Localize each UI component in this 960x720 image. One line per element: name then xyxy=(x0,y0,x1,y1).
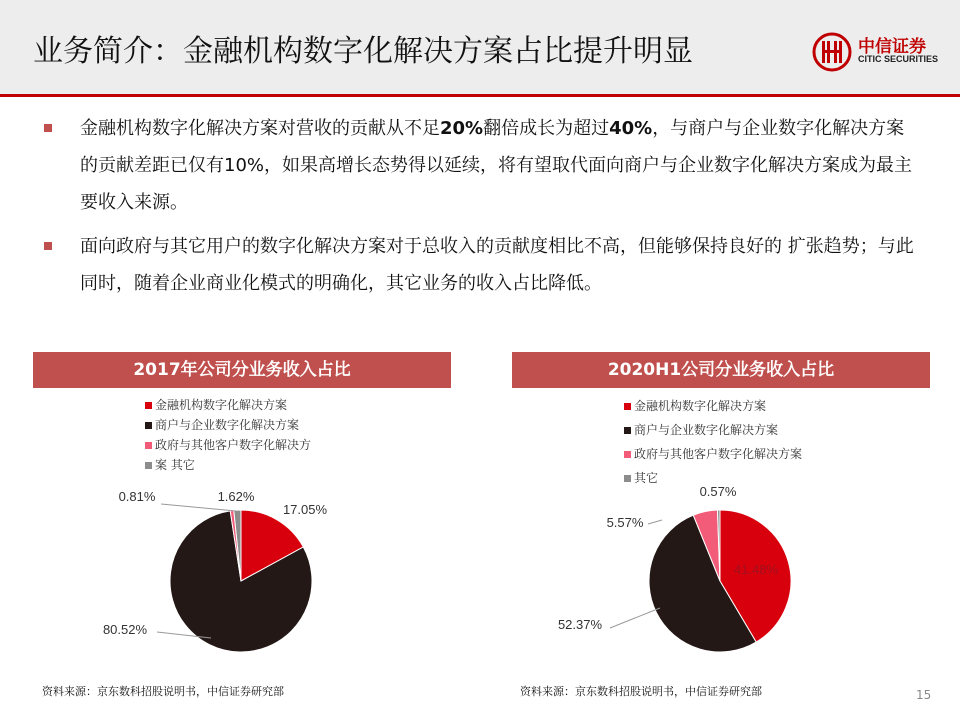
legend-label: 金融机构数字化解决方案 xyxy=(155,398,288,412)
legend-label: 案 其它 xyxy=(155,458,195,472)
pie-chart-2020h1 xyxy=(512,352,930,672)
data-label: 0.57% xyxy=(699,484,737,499)
bullet-1-text-a: 金融机构数字化解决方案对营收的贡献从不足 xyxy=(80,118,440,139)
logo-name: 中信证券 xyxy=(858,37,926,57)
bullet-1-text-b: 翻倍成长为超过 xyxy=(483,118,610,139)
data-label: 41.48% xyxy=(733,562,779,577)
bullet-marker xyxy=(44,124,52,132)
legend-label: 商户与企业数字化解决方案 xyxy=(155,418,300,432)
bullet-1-bold-b: 40% xyxy=(609,118,653,139)
bullet-list xyxy=(40,110,920,309)
bullet-marker xyxy=(44,242,52,250)
data-label: 80.52% xyxy=(102,622,148,637)
bullet-1-text-c: ，与商户与企业数字化解决方案的贡献差距已仅有10%，如果高增长态势得以延续，将有望取代面向商户与企业数字化解决方案成为最主要收入来源。 xyxy=(80,118,913,213)
citic-logo-icon xyxy=(812,32,852,72)
logo-english-name: CITIC SECURITIES xyxy=(858,54,939,64)
legend-label: 其它 xyxy=(634,471,659,485)
chart-title-2020h1: 2020H1公司分业务收入占比 xyxy=(512,352,930,388)
chart-panel-2020h1 xyxy=(512,352,930,672)
data-label: 52.37% xyxy=(557,617,603,632)
header-divider xyxy=(0,94,960,97)
data-label: 1.62% xyxy=(217,489,255,504)
leader-line xyxy=(161,504,236,511)
legend-label: 商户与企业数字化解决方案 xyxy=(634,423,779,437)
bullet-1-bold-a: 20% xyxy=(440,118,484,139)
page-number: 15 xyxy=(916,688,932,702)
chart-panel-2017 xyxy=(33,352,451,672)
data-label: 5.57% xyxy=(606,515,644,530)
citic-logo xyxy=(812,30,947,74)
bullet-2-text: 面向政府与其它用户的数字化解决方案对于总收入的贡献度相比不高，但能够保持良好的 扩张趋势；与此同时，随着企业商业化模式的明确化，其它业务的收入占比降低。 xyxy=(80,236,914,294)
leader-line xyxy=(610,608,660,628)
leader-line xyxy=(648,520,662,524)
legend-label: 政府与其他客户数字化解决方案 xyxy=(634,447,803,461)
chart-title-2017: 2017年公司分业务收入占比 xyxy=(33,352,451,388)
pie-chart-2017 xyxy=(33,352,451,672)
legend-label: 金融机构数字化解决方案 xyxy=(634,399,767,413)
slide-header xyxy=(0,0,960,94)
bullet-item-1 xyxy=(40,110,920,221)
source-note-left: 资料来源：京东数科招股说明书，中信证券研究部 xyxy=(42,685,284,698)
data-label: 17.05% xyxy=(282,502,328,517)
source-note-right: 资料来源：京东数科招股说明书，中信证券研究部 xyxy=(520,685,762,698)
page-title: 业务简介：金融机构数字化解决方案占比提升明显 xyxy=(33,34,693,69)
data-label: 0.81% xyxy=(118,489,156,504)
legend-label: 政府与其他客户数字化解决方 xyxy=(155,438,312,452)
bullet-item-2 xyxy=(40,228,920,302)
